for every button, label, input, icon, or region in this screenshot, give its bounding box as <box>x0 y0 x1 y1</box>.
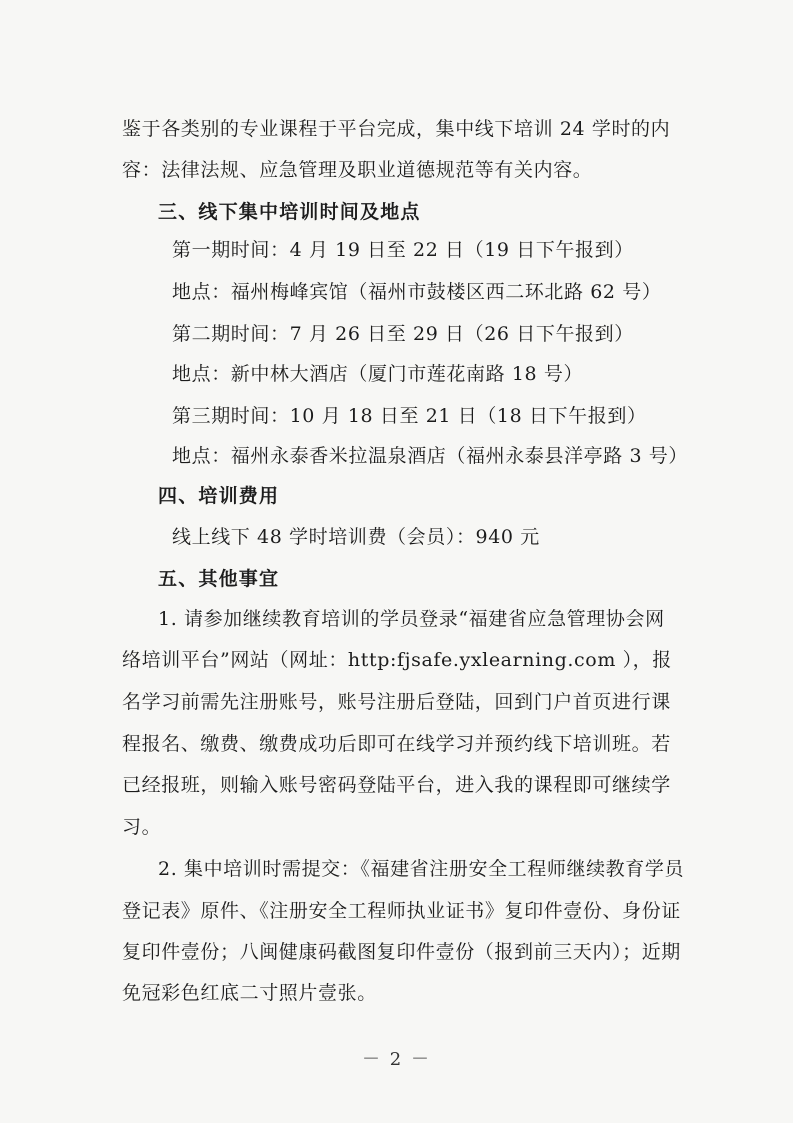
section5-item1-line-3: 名学习前需先注册账号，账号注册后登陆，回到门户首页进行课 <box>122 691 671 713</box>
section3-line-5: 第三期时间：10 月 18 日至 21 日（18 日下午报到） <box>172 405 647 427</box>
section4-line-1: 线上线下 48 学时培训费（会员）：940 元 <box>172 526 540 548</box>
section5-item1-line-4: 程报名、缴费、缴费成功后即可在线学习并预约线下培训班。若 <box>122 733 671 755</box>
section3-line-6: 地点：福州永泰香米拉温泉酒店（福州永泰县洋亭路 3 号） <box>172 445 688 467</box>
section5-item2-line-1: 2. 集中培训时需提交：《福建省注册安全工程师继续教育学员 <box>158 858 685 880</box>
section3-line-1: 第一期时间：4 月 19 日至 22 日（19 日下午报到） <box>172 239 634 261</box>
page-number: － 2 － <box>362 1049 431 1070</box>
section5-item1-line-5: 已经报班，则输入账号密码登陆平台，进入我的课程即可继续学 <box>122 774 671 796</box>
section5-item1-line-1: 1. 请参加继续教育培训的学员登录“福建省应急管理协会网 <box>158 608 665 630</box>
section5-item1-line-6: 习。 <box>122 816 162 838</box>
section5-item2-line-2: 登记表》原件、《注册安全工程师执业证书》复印件壹份、身份证 <box>122 900 681 922</box>
section5-heading: 五、其他事宜 <box>158 568 280 590</box>
section5-item2-line-4: 免冠彩色红底二寸照片壹张。 <box>122 982 377 1004</box>
intro-line-2: 容：法律法规、应急管理及职业道德规范等有关内容。 <box>122 159 593 181</box>
section4-heading: 四、培训费用 <box>158 485 280 507</box>
section3-line-3: 第二期时间：7 月 26 日至 29 日（26 日下午报到） <box>172 323 634 345</box>
section3-heading: 三、线下集中培训时间及地点 <box>158 201 421 223</box>
intro-line-1: 鉴于各类别的专业课程于平台完成，集中线下培训 24 学时的内 <box>122 118 671 140</box>
section5-item2-line-3: 复印件壹份；八闽健康码截图复印件壹份（报到前三天内）；近期 <box>122 941 681 963</box>
section5-item1-line-2: 络培训平台”网站（网址：http:fjsafe.yxlearning.com ），报 <box>122 649 672 671</box>
section3-line-2: 地点：福州梅峰宾馆（福州市鼓楼区西二环北路 62 号） <box>172 281 662 303</box>
section3-line-4: 地点：新中林大酒店（厦门市莲花南路 18 号） <box>172 363 584 385</box>
